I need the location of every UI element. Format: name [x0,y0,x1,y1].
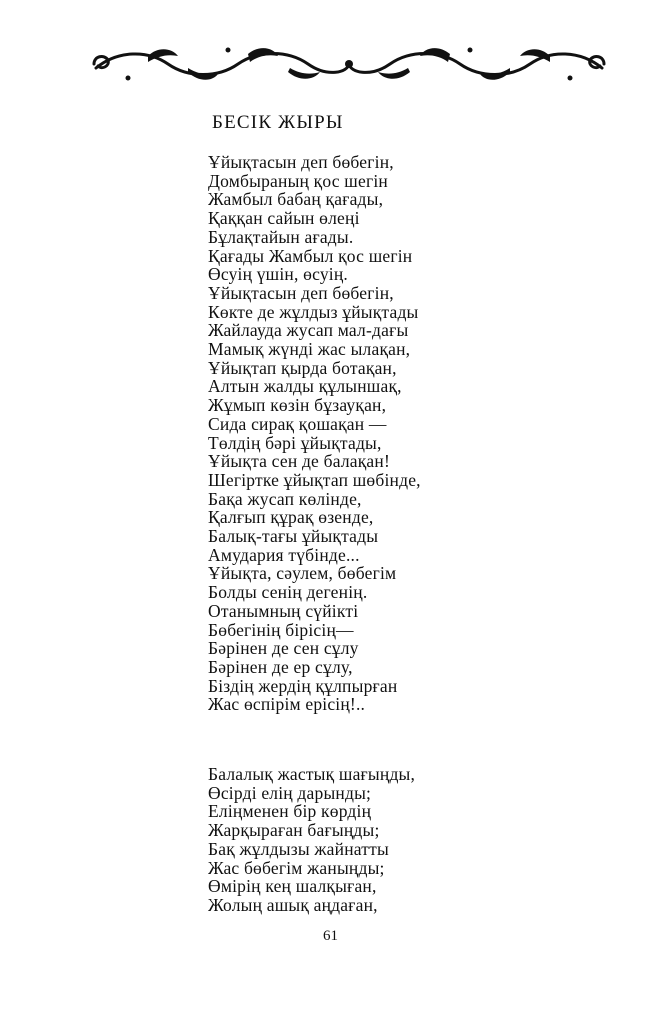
poem-line: Отанымның сүйікті [208,600,359,621]
poem-line: Ұйықта, сәулем, бөбегім [208,563,397,584]
poem-line: Балық-тағы ұйықтады [208,526,379,547]
page-number: 61 [323,928,338,944]
poem-line: Бәрінен де сен сұлу [208,638,359,659]
poem-line: Бұлақтайын ағады. [208,226,354,247]
poem-line: Жамбыл бабаң қағады, [208,189,384,210]
poem-line: Өсірді елің дарынды; [208,782,372,803]
stanza-1 [208,153,421,714]
poem-line: Көкте де жұлдыз ұйықтады [208,301,419,322]
poem-line: Қалғып құрақ өзенде, [208,507,374,528]
poem-line: Балалық жастық шағыңды, [208,764,416,784]
poem-line: Жас бөбегім жаныңды; [208,857,385,878]
poem-title: БЕСІК ЖЫРЫ [212,112,344,133]
poem-line: Болды сенің дегенің. [208,582,368,603]
scroll-ornament-icon [88,42,610,88]
poem-line: Елiңменен бір көрдің [208,801,372,822]
poem-line: Қаққан сайын өлеңі [208,208,360,229]
poem-line: Өсуің үшін, өсуің. [208,264,348,285]
poem-line: Өмірің кең шалқыған, [208,876,377,897]
poem-line: Жұмып көзін бұзауқан, [208,395,387,416]
poem-line: Қағады Жамбыл қос шегін [208,245,413,266]
poem-line: Ұйықтап қырда ботақан, [208,357,397,378]
poem-line: Ұйықтасын деп бөбегін, [208,152,394,172]
poem-line: Алтын жалды құлыншақ, [208,376,402,397]
poem-line: Жайлауда жусап мал-дағы [208,320,409,341]
poem-line: Мамық жүнді жас ылақан, [208,339,411,360]
poem-line: Ұйықтасын деп бөбегін, [208,282,394,303]
poem-line: Жолың ашық аңдаған, [208,894,378,915]
poem-line: Төлдің бәрі ұйықтады, [208,432,382,453]
poem-line: Жарқыраған бағыңды; [208,820,380,841]
poem-line: Сида сирақ қошақан — [208,413,387,434]
poem-line: Бәрінен де ер сұлу, [208,656,353,677]
poem-line: Бақ жұлдызы жайнатты [208,838,389,859]
poem-line: Бөбегінің бірісің— [208,619,354,640]
poem-line: Шегіртке ұйықтап шөбінде, [208,469,421,490]
poem-line: Жас өспірім ерісің!.. [208,694,366,715]
poem-line: Амудария түбінде... [208,544,360,565]
poem-line: Бақа жусап көлінде, [208,488,362,509]
poem-line: Біздің жердің құлпырған [208,675,398,696]
poem-line: Домбыраның қос шегін [208,170,388,191]
stanza-2 [208,765,415,915]
poem-line: Ұйықта сен де балақан! [208,451,390,472]
